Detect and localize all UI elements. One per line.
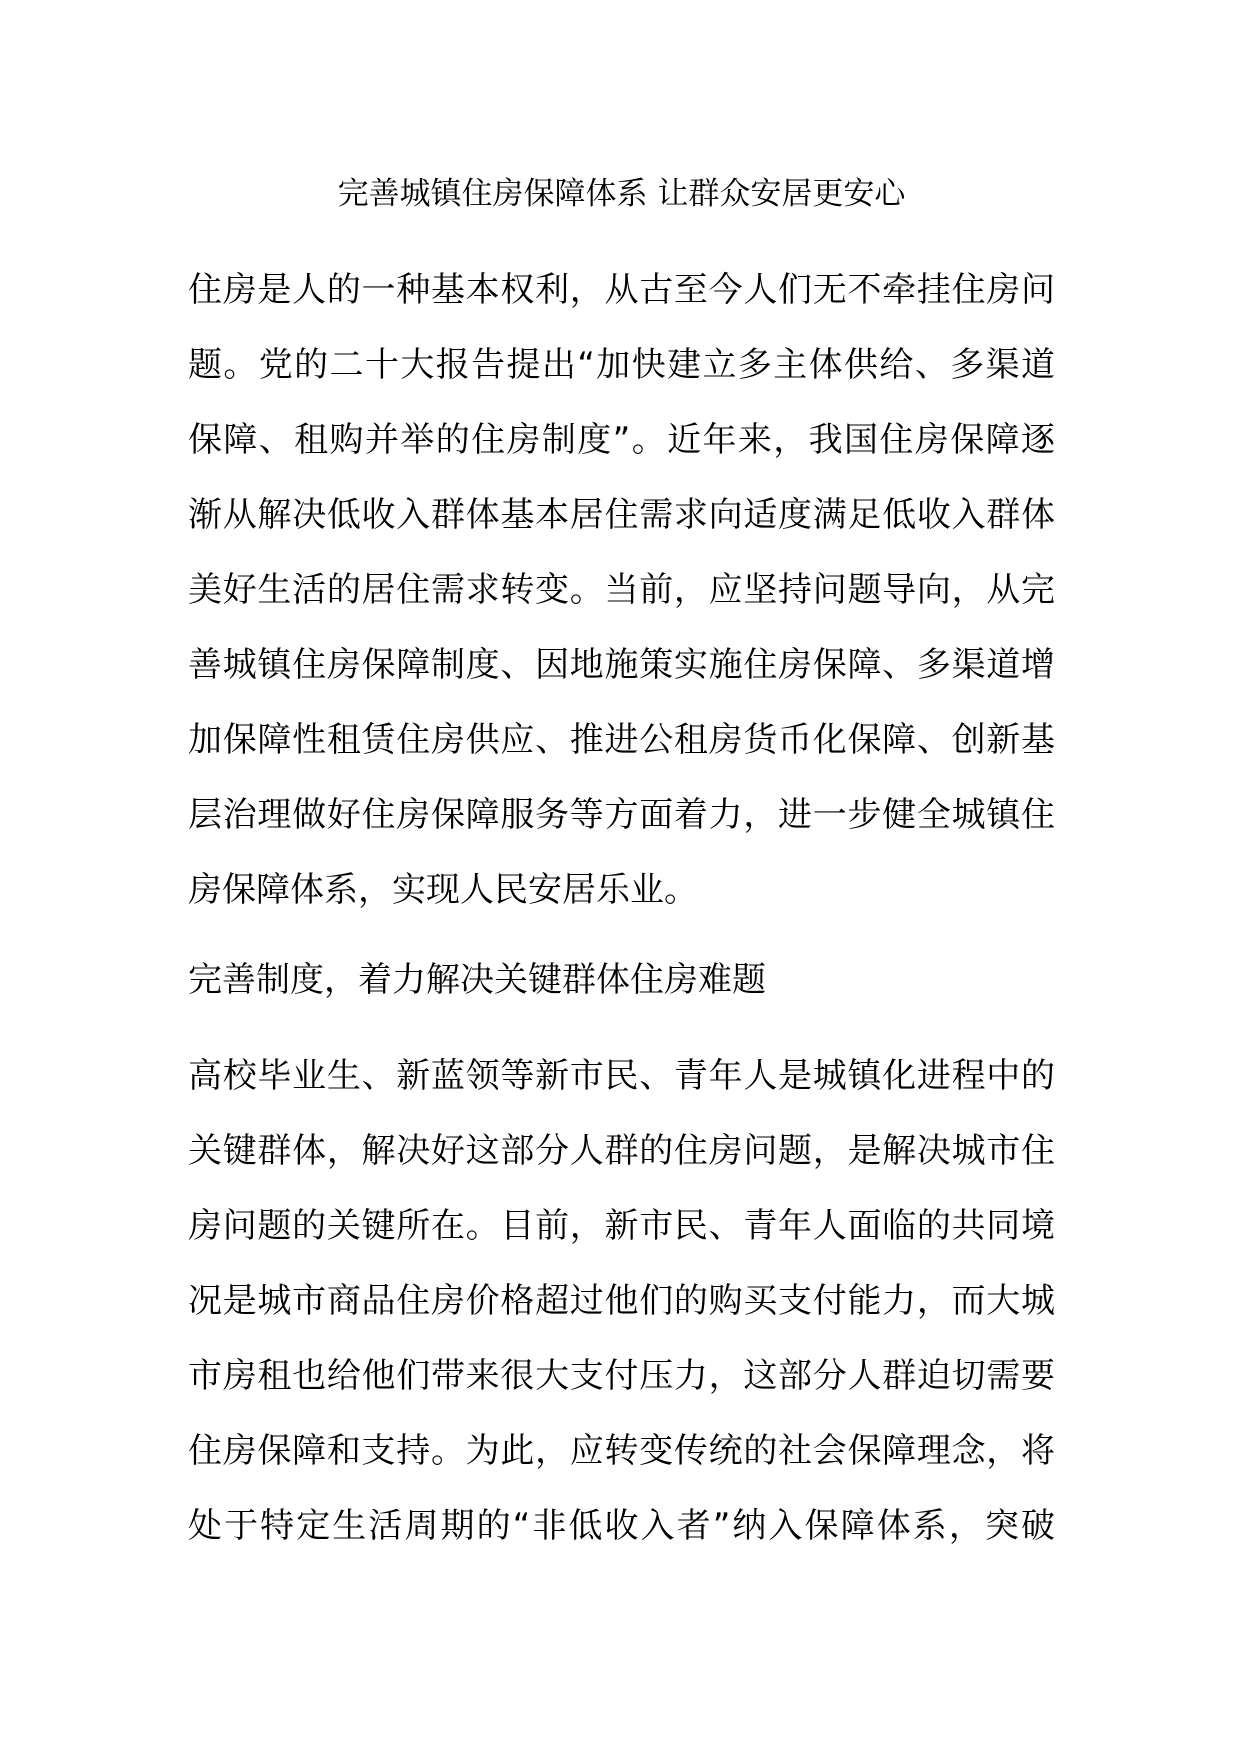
- paragraph-line: 高校毕业生、新蓝领等新市民、青年人是城镇化进程中的: [188, 1056, 1055, 1096]
- paragraph-line: 加保障性租赁住房供应、推进公租房货币化保障、创新基: [188, 720, 1055, 760]
- paragraph-line: 保障、租购并举的住房制度”。近年来，我国住房保障逐: [188, 420, 1055, 460]
- section-heading-text: 完善制度，着力解决关键群体住房难题: [188, 960, 766, 1000]
- paragraph-line: 住房是人的一种基本权利，从古至今人们无不牵挂住房问: [188, 270, 1055, 310]
- paragraph-line: 渐从解决低收入群体基本居住需求向适度满足低收入群体: [188, 495, 1055, 535]
- document-title: 完善城镇住房保障体系 让群众安居更安心: [337, 176, 906, 212]
- paragraph-intro: [188, 253, 1055, 928]
- paragraph-line: 住房保障和支持。为此，应转变传统的社会保障理念，将: [188, 1431, 1055, 1471]
- paragraph-line: 房问题的关键所在。目前，新市民、青年人面临的共同境: [188, 1206, 1055, 1246]
- paragraph-line: 层治理做好住房保障服务等方面着力，进一步健全城镇住: [188, 795, 1055, 835]
- section-heading: [188, 943, 1055, 1018]
- paragraph-line: 房保障体系，实现人民安居乐业。: [188, 870, 698, 910]
- paragraph-line: 市房租也给他们带来很大支付压力，这部分人群迫切需要: [188, 1356, 1055, 1396]
- paragraph-line: 善城镇住房保障制度、因地施策实施住房保障、多渠道增: [188, 645, 1055, 685]
- paragraph-line: 处于特定生活周期的“非低收入者”纳入保障体系，突破: [188, 1506, 1055, 1546]
- paragraph-line: 况是城市商品住房价格超过他们的购买支付能力，而大城: [188, 1281, 1055, 1321]
- paragraph-line: 关键群体，解决好这部分人群的住房问题，是解决城市住: [188, 1131, 1055, 1171]
- paragraph-line: 美好生活的居住需求转变。当前，应坚持问题导向，从完: [188, 570, 1055, 610]
- paragraph-line: 题。党的二十大报告提出“加快建立多主体供给、多渠道: [188, 345, 1055, 385]
- paragraph-key-groups: [188, 1039, 1055, 1564]
